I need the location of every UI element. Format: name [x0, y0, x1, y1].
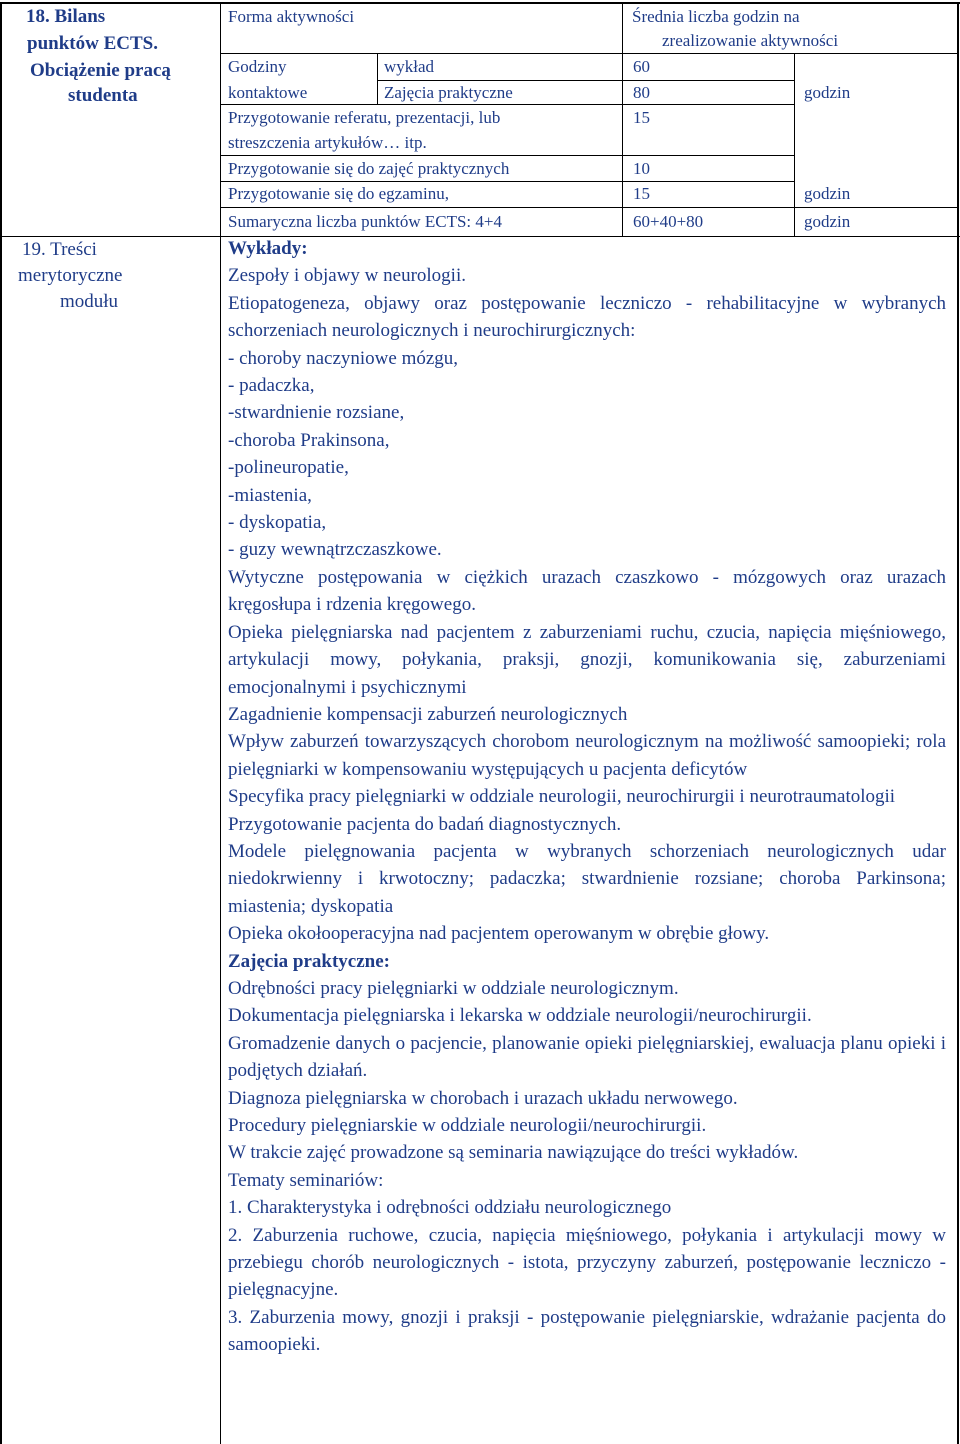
lecture-item: Przygotowanie pacjenta do badań diagnostycznych.: [228, 813, 622, 835]
lecture-item: Zespoły i objawy w neurologii.: [228, 265, 466, 287]
practical-item: Tematy seminariów:: [228, 1169, 384, 1191]
section-18-label-line3: Obciążenie pracą: [30, 60, 171, 81]
practical-item: Gromadzenie danych o pacjencie, planowanie opieki pielęgniarskiej, ewaluacja planu opieki i podjętych działań.: [228, 1032, 946, 1082]
outer-border-top: [0, 2, 960, 4]
header-srednia-line2: zrealizowanie aktywności: [662, 31, 839, 50]
outer-border-left: [0, 2, 2, 1444]
lecture-item: -choroba Prakinsona,: [228, 429, 390, 451]
table-hline: [220, 207, 958, 208]
outer-border-right: [957, 2, 959, 1444]
header-srednia-line1: Średnia liczba godzin na: [632, 7, 800, 26]
zajecia-hours: 80: [633, 83, 650, 102]
prep-egzamin-hours: 15: [633, 184, 650, 203]
header-forma-aktywnosci: Forma aktywności: [228, 7, 355, 26]
lecture-item: Wytyczne postępowania w ciężkich urazach czaszkowo - mózgowych oraz urazach kręgosłupa i rdzenia kręgowego.: [228, 566, 946, 616]
godzin-unit-2: godzin: [804, 184, 851, 203]
table-vline: [794, 53, 795, 236]
godzin-unit-1: godzin: [804, 83, 851, 102]
table-hline: [220, 104, 794, 105]
ects-hours: 60+40+80: [633, 212, 704, 231]
seminar-topic: 3. Zaburzenia mowy, gnozji i praksji - postępowanie pielęgniarskie, wdrażanie pacjenta do samoopieki.: [228, 1306, 946, 1356]
lecture-item: Specyfika pracy pielęgniarki w oddziale neurologii, neurochirurgii i neurotraumatologii: [228, 786, 896, 808]
table-hline: [220, 155, 794, 156]
lecture-item: Etiopatogeneza, objawy oraz postępowanie leczniczo - rehabilitacyjne w wybranych schorzeniach neurologicznych i neurochirurgicznych:: [228, 292, 946, 342]
wyklad-label: wykład: [384, 57, 435, 76]
zajecia-label: Zajęcia praktyczne: [384, 83, 513, 102]
lecture-item: - choroby naczyniowe mózgu,: [228, 347, 459, 369]
prep-egzamin-label: Przygotowanie się do egzaminu,: [228, 184, 449, 203]
table-vline: [622, 2, 623, 236]
section-18-label-line1: 18. Bilans: [26, 6, 106, 27]
zajecia-heading: Zajęcia praktyczne:: [228, 950, 390, 972]
referat-label-line2: streszczenia artykułów… itp.: [228, 133, 427, 152]
practical-item: Diagnoza pielęgniarska w chorobach i urazach układu nerwowego.: [228, 1087, 738, 1109]
table-vline: [377, 53, 378, 104]
seminar-topic: 2. Zaburzenia ruchowe, czucia, napięcia mięśniowego, połykania i artykulacji mowy w przebiegu chorób neurologicznych - istota, przyczyny zaburzeń, postępowanie leczniczo - pielęgnacyjne.: [228, 1224, 946, 1301]
practical-item: Odrębności pracy pielęgniarki w oddziale neurologicznym.: [228, 977, 679, 999]
module-content: [228, 235, 946, 1359]
lecture-item: Wpływ zaburzeń towarzyszących chorobom neurologicznym na możliwość samoopieki; rola pielęgniarki w kompensowaniu występujących u pacjenta deficytów: [228, 731, 946, 780]
wyklady-heading: Wykłady:: [228, 238, 308, 259]
table-hline: [220, 53, 958, 54]
table-hline: [377, 80, 794, 81]
kontaktowe-label: kontaktowe: [228, 83, 308, 102]
column-divider: [220, 2, 221, 1444]
ects-label: Sumaryczna liczba punktów ECTS: 4+4: [228, 212, 502, 231]
section-18-label-line2: punktów ECTS.: [27, 33, 158, 54]
practical-item: Dokumentacja pielęgniarska i lekarska w oddziale neurologii/neurochirurgii.: [228, 1005, 812, 1027]
section-19-label-line3: modułu: [60, 291, 119, 312]
lecture-item: - dyskopatia,: [228, 512, 327, 534]
referat-label-line1: Przygotowanie referatu, prezentacji, lub: [228, 108, 501, 127]
practical-item: W trakcie zajęć prowadzone są seminaria nawiązujące do treści wykładów.: [228, 1142, 799, 1164]
practical-item: Procedury pielęgniarskie w oddziale neurologii/neurochirurgii.: [228, 1115, 707, 1136]
table-hline: [220, 181, 794, 182]
referat-hours: 15: [633, 108, 650, 127]
prep-praktyczne-label: Przygotowanie się do zajęć praktycznych: [228, 159, 510, 178]
lecture-item: -stwardnienie rozsiane,: [228, 402, 405, 424]
lecture-item: -miastenia,: [228, 484, 312, 506]
lecture-item: - guzy wewnątrzczaszkowe.: [228, 539, 442, 561]
lecture-item: Modele pielęgnowania pacjenta w wybranych schorzeniach neurologicznych udar niedokrwienny i krwotoczny; padaczka; stwardnienie rozsiane; choroba Parkinsona; miastenia; dyskopatia: [228, 840, 946, 917]
section-19-label-line1: 19. Treści: [22, 239, 97, 260]
lecture-item: Opieka okołooperacyjna nad pacjentem operowanym w obrębie głowy.: [228, 923, 770, 945]
lecture-item: Zagadnienie kompensacji zaburzeń neurologicznych: [228, 703, 628, 725]
lecture-item: Opieka pielęgniarska nad pacjentem z zaburzeniami ruchu, czucia, napięcia mięśniowego, artykulacji mowy, połykania, praksji, gnozji, komunikowania się, zaburzeniami emocjonalnymi i psychicznymi: [228, 621, 946, 698]
godziny-label: Godziny: [228, 57, 287, 76]
section-18-label-line4: studenta: [68, 85, 138, 106]
seminar-topic: 1. Charakterystyka i odrębności oddziału neurologicznego: [228, 1197, 672, 1219]
godzin-unit-3: godzin: [804, 212, 851, 231]
prep-praktyczne-hours: 10: [633, 159, 650, 178]
lecture-item: - padaczka,: [228, 375, 315, 397]
lecture-item: -polineuropatie,: [228, 457, 349, 479]
section-19-label-line2: merytoryczne: [18, 265, 123, 286]
wyklad-hours: 60: [633, 57, 650, 76]
